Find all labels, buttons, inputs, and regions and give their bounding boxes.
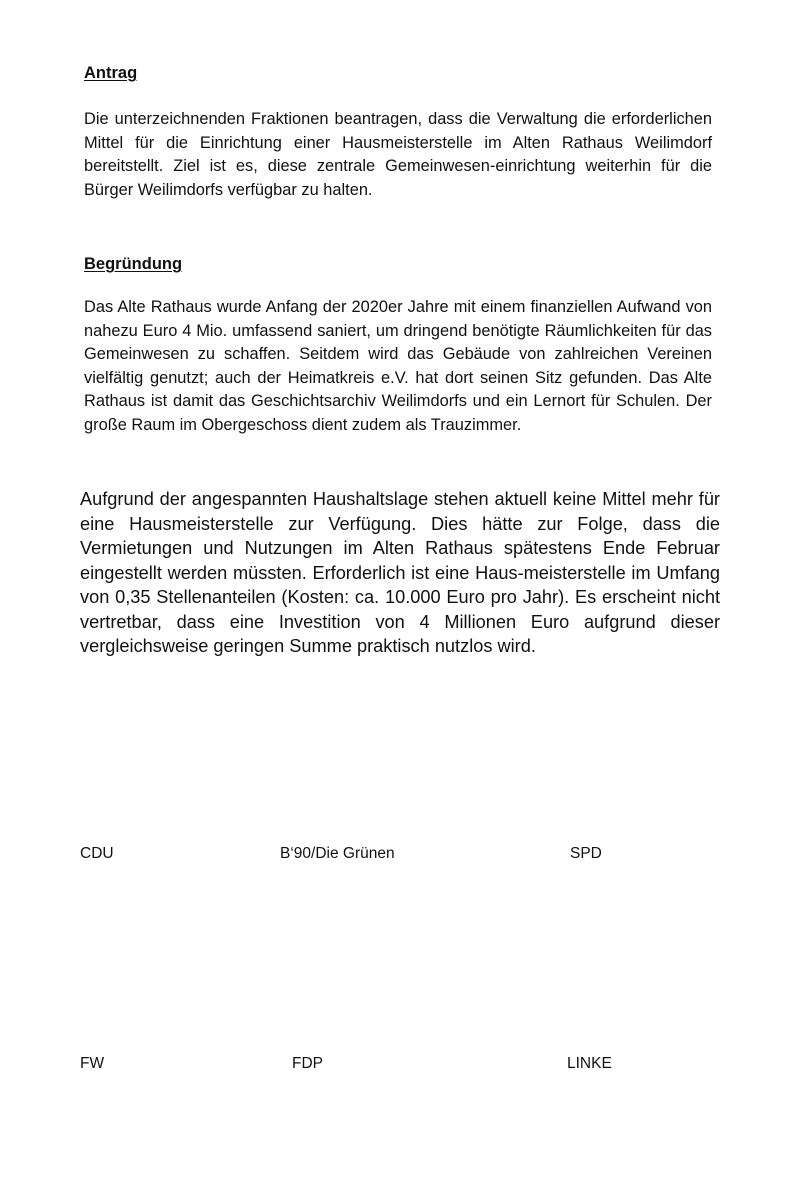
begruendung-paragraph-2: Aufgrund der angespannten Haushaltslage stehen aktuell keine Mittel mehr für eine Hausmeisterstelle zur Verfügung. Dies hätte zur Folge, dass die Vermietungen und Nutzungen im Alten Rathaus spätestens Ende Februar eingestellt werden müssten. Erforderlich ist eine Haus-meisterstelle im Umfang von 0,35 Stellenanteilen (Kosten: ca. 10.000 Euro pro Jahr). Es erscheint nicht vertretbar, dass eine Investition von 4 Millionen Euro aufgrund dieser vergleichsweise geringen Summe praktisch nutzlos wird.	[80, 489, 720, 656]
begruendung-heading: Begründung	[84, 255, 183, 273]
antrag-heading: Antrag	[84, 64, 138, 82]
party-spd: SPD	[570, 845, 602, 862]
party-gruene: B‘90/Die Grünen	[280, 845, 395, 862]
party-fw: FW	[80, 1055, 105, 1072]
antrag-text: Die unterzeichnenden Fraktionen beantragen, dass die Verwaltung die erforderlichen Mittel für die Einrichtung einer Hausmeisterstelle im Alten Rathaus Weilimdorf bereitstellt. Ziel ist es, diese zentrale Gemeinwesen-einrichtung weiterhin für die Bürger Weilimdorfs verfügbar zu halten.	[84, 110, 712, 199]
party-fdp: FDP	[292, 1055, 323, 1072]
begruendung-paragraph-1: Das Alte Rathaus wurde Anfang der 2020er Jahre mit einem finanziellen Aufwand von nahezu Euro 4 Mio. umfassend saniert, um dringend benötigte Räumlichkeiten für das Gemeinwesen zu schaffen. Seitdem wird das Gebäude von zahlreichen Vereinen vielfältig genutzt; auch der Heimatkreis e.V. hat dort seinen Sitz gefunden. Das Alte Rathaus ist damit das Geschichtsarchiv Weilimdorfs und ein Lernort für Schulen. Der große Raum im Obergeschoss dient zudem als Trauzimmer.	[84, 298, 712, 434]
party-cdu: CDU	[80, 845, 114, 862]
party-linke: LINKE	[567, 1055, 612, 1072]
